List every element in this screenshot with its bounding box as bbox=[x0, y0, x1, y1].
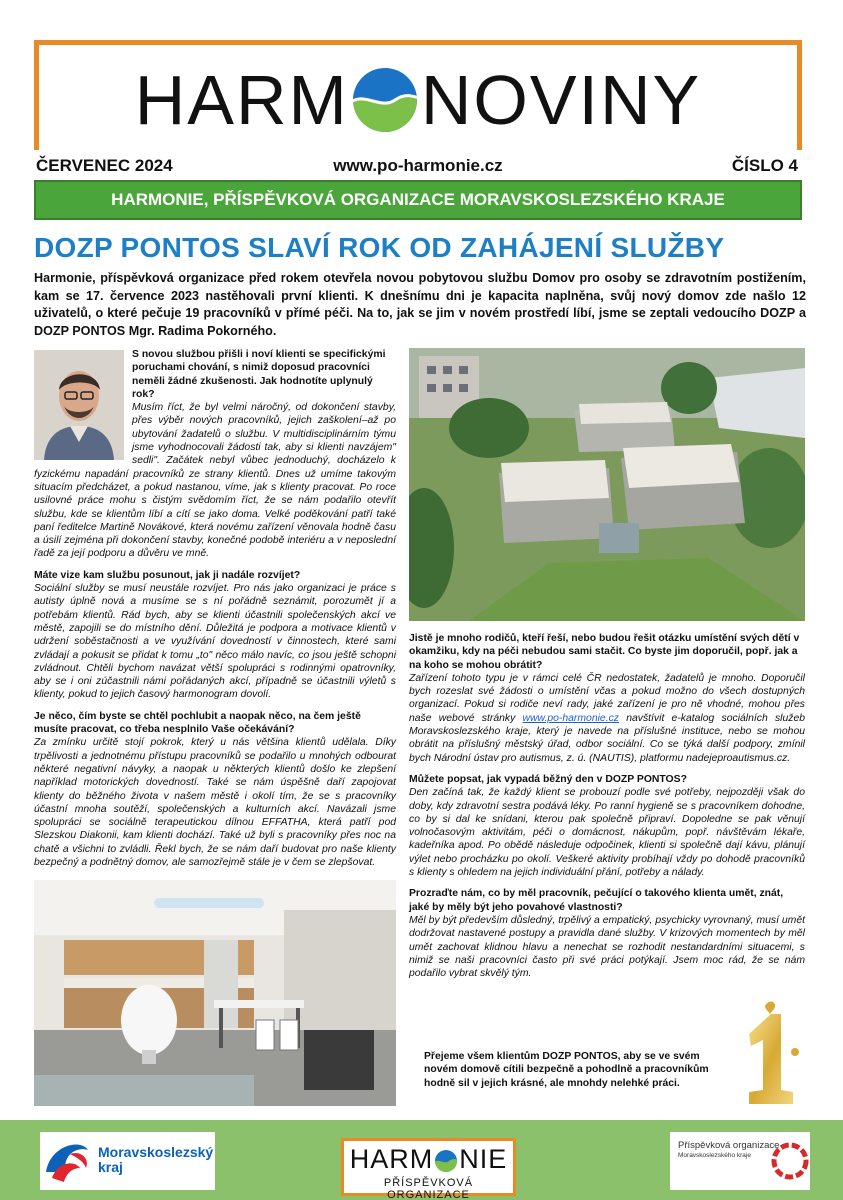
issue-number: ČÍSLO 4 bbox=[731, 156, 798, 175]
closing-wish: Přejeme všem klientům DOZP PONTOS, aby se ve svém novém domově cítili bezpečně a pohodlně a pracovníkům hodně sil v jejich krásné, ale mnohdy nelehké práci. bbox=[424, 1051, 709, 1089]
answer-6: Měl by být především důsledný, trpělivý a empatický, psychicky vyrovnaný, musí umět dodržovat nastavené postupy a pravidla dané služby. V krizových momentech by měl umět zachovat klidnou hlavu a nenechat se rozhodit nestandardními situacemi, s nimiž se naši pracovníci často při své práci potýkají. Jsem moc rád, že se nám podařilo vybrat skvělý tým. bbox=[409, 914, 805, 980]
answer-5: Den začíná tak, že každý klient se probouzí podle své potřeby, nejpozději však do doby, kdy zdravotní sestra podává léky. Po ranní hygieně se s pracovníkem dohodne, co by si dal ke snídani, kterou pak společně připraví. Dopoledne se pak věnují volnočasovým aktivitám, péči o domácnost, nákupům, popř. návštěvám lékaře, kadeřníka apod. Po obědě následuje odpočinek, klienti si společně dají kávu, plánují výlet nebo procházku po okolí. Veškeré aktivity probíhají vždy po dohodě pracovníků s klienty s ohledem na jejich individuální přání, potřeby a nálady. bbox=[409, 787, 805, 879]
newsletter-title bbox=[39, 59, 797, 139]
portrait-photo bbox=[34, 350, 124, 460]
answer-3: Za zmínku určitě stojí pokrok, který u nás většina klientů udělala. Díky trpělivosti a jednotnému přístupu pracovníků se podařilo u mnohých odbourat některé negativní návyky, a naopak u některých klientů došlo ke zlepšení například motorických dovedností. Také se nám úspěšně daří zapojovat klienty do běžného života v našem městě i okolí tím, že se s pracovníky účastní mnoha soutěží, společenských a kulturních akcí. Navázali jsme spolupráci se sociálně terapeutickou dílnou EFFATHA, která patří pod Slezskou Diakonii, kam klienti dochází. Také už byli s pracovníky přes noc na chatě a všichni to zvládli. Řekl bych, že se nám daří budovat pro naše klienty bezpečný a podnětný domov, ale samozřejmě stále je v čem se zlepšovat. bbox=[34, 737, 396, 868]
title-right: NOVINY bbox=[420, 60, 702, 139]
issue-row bbox=[34, 156, 802, 180]
kitchen-interior-photo bbox=[34, 880, 396, 1106]
po-circle-logo-icon bbox=[770, 1136, 810, 1186]
question-3: Je něco, čím byste se chtěl pochlubit a naopak něco, na čem ještě musíte pracovat, co třeba nesplnilo Vaše očekávání? bbox=[34, 710, 361, 736]
organization-banner: HARMONIE, PŘÍSPĚVKOVÁ ORGANIZACE MORAVSKOSLEZSKÉHO KRAJE bbox=[34, 180, 802, 220]
po-logo-line2: Moravskoslezského kraje bbox=[678, 1152, 751, 1159]
msk-logo-line1: Moravskoslezský bbox=[98, 1144, 214, 1160]
msk-region-logo[interactable] bbox=[40, 1132, 215, 1190]
msk-logo-text bbox=[98, 1145, 213, 1175]
answer-4-part-1: Zařízení tohoto typu je v rámci celé ČR nedostatek, žadatelů je mnoho. Doporučil bych rozeslat své žádosti o umístění včas a pokud možno do všech dostupných organizací. Pokud si rodiče neví rady, jaké zařízení je pro ně vhodné, mohou přes naše webové stránky bbox=[409, 672, 805, 724]
po-region-logo[interactable] bbox=[670, 1132, 810, 1190]
question-1: S novou službou přišli i noví klienti se specifickými poruchami chování, s nimiž doposud pracovníci neměli žádné zkušenosti. Jak hodnotíte uplynulý rok? bbox=[132, 349, 386, 400]
harmonie-logo-right: NIE bbox=[459, 1144, 508, 1174]
question-4: Jistě je mnoho rodičů, kteří řeší, nebo budou řešit otázku umístění svých dětí v okamžiku, kdy na péči nebudou sami stačit. Co byste jim doporučil, popř. jak a na koho se mohou obrátit? bbox=[409, 633, 800, 671]
website-link[interactable]: www.po-harmonie.cz bbox=[522, 712, 619, 724]
title-left: HARM bbox=[134, 60, 349, 139]
harmonie-globe-logo-icon bbox=[351, 66, 419, 134]
question-5: Můžete popsat, jak vypadá běžný den v DOZP PONTOS? bbox=[409, 773, 687, 785]
building-aerial-photo bbox=[409, 348, 805, 621]
issue-date: ČERVENEC 2024 bbox=[36, 156, 173, 175]
left-column bbox=[34, 348, 396, 869]
msk-region-logo-icon bbox=[40, 1132, 96, 1190]
question-6: Prozraďte nám, co by měl pracovník, pečující o takového klienta umět, znát, jaké by měly být jeho povahové vlastnosti? bbox=[409, 888, 784, 913]
masthead bbox=[34, 40, 802, 150]
right-column bbox=[409, 632, 805, 980]
question-2: Máte vize kam službu posunout, jak ji nadále rozvíjet? bbox=[34, 569, 301, 581]
harmonie-logo-subtitle: PŘÍSPĚVKOVÁ ORGANIZACE bbox=[383, 1177, 474, 1200]
answer-2: Sociální služby se musí neustále rozvíjet. Pro nás jako organizaci je práce s autisty úplně nová a musíme se s ní pořádně seznámit, porozumět jí a potřebám klientů. Rád bych, aby se klienti účastnili společenských akcí ve městě, zapojili se do místního dění. Důležitá je podpora a motivace klientů v udržení soběstačnosti a ve využívání dovedností v činnostech, které sami zvládají a pokusit se přidat k tomu „to" něco málo navíc, co jsou ještě schopni zvládnout. Chtěli bychom navázat větší spolupráci s rodinnými opatrovníky, aby se i oni zúčastnili námi pořádaných akcí, případně se účastnili výletů s klienty, pokud to jejich časový harmonogram dovolí. bbox=[34, 583, 396, 701]
po-logo-line1: Příspěvková organizace bbox=[678, 1140, 780, 1151]
harmonie-footer-logo[interactable] bbox=[341, 1138, 516, 1200]
harmonie-logo-left: HARM bbox=[349, 1144, 434, 1174]
website-url[interactable]: www.po-harmonie.cz bbox=[333, 156, 503, 175]
msk-logo-line2: kraj bbox=[98, 1159, 123, 1175]
answer-1: Musím říct, že byl velmi náročný, od dokončení stavby, přes výběr nových pracovníků, jejich zaškolení–až po ubytování žadatelů o službu. V multidisciplinárním týmu jsme vyhodnocovali žádosti tak, aby si klienti navzájem" sedli". Začátek nebyl vůbec jednoduchý, docházelo k fyzickému napadání pracovníků ze strany klientů. Dnes už umíme takovým situacím předcházet, a pokud nastanou, víme, jak s klienty pracovat. Po roce usilovné práce mohu s čistým svědomím říct, že se nám podařilo otevřít službu, kde se klientům líbí a cítí se jako doma. Velké poděkování patří také paní ředitelce Martině Novákové, která novému zařízení věnovala hodně času a úsilí zejména při dokončení stavby, konečné podobě interiéru a v neposlední řadě za její podporu a důvěru ve mně. bbox=[34, 402, 396, 560]
harmonie-globe-small-icon bbox=[434, 1149, 458, 1173]
trophy-number-one-icon bbox=[735, 1000, 805, 1108]
harmonie-logo-name bbox=[344, 1146, 513, 1173]
article-lead: Harmonie, příspěvková organizace před rokem otevřela novou pobytovou službu Domov pro osoby se zdravotním postižením, kam se 17. července 2023 nastěhovali první klienti. K dnešnímu dni je kapacita naplněna, svůj nový domov zde našlo 12 uživatelů, o které pečuje 19 pracovníků v přímé péči. Na to, jak se jim v novém prostředí líbí, jsme se zeptali vedoucího DOZP a DOZP PONTOS Mgr. Radima Pokorného. bbox=[34, 271, 806, 338]
article-headline: DOZP PONTOS SLAVÍ ROK OD ZAHÁJENÍ SLUŽBY bbox=[34, 232, 725, 263]
answer-4 bbox=[409, 672, 805, 765]
answer-4-part-2: navštívit e-katalog sociálních služeb Moravskoslezského kraje, který je navede na příslušné instituce, nebo se mohou obrátit na příslušný městský úřad, odbor sociální. Co se týká další podpory, zmínil bych Národní ústav pro autismus, z. ú. (NAUTIS), platformu nadejeproautismus.cz. bbox=[409, 712, 805, 764]
